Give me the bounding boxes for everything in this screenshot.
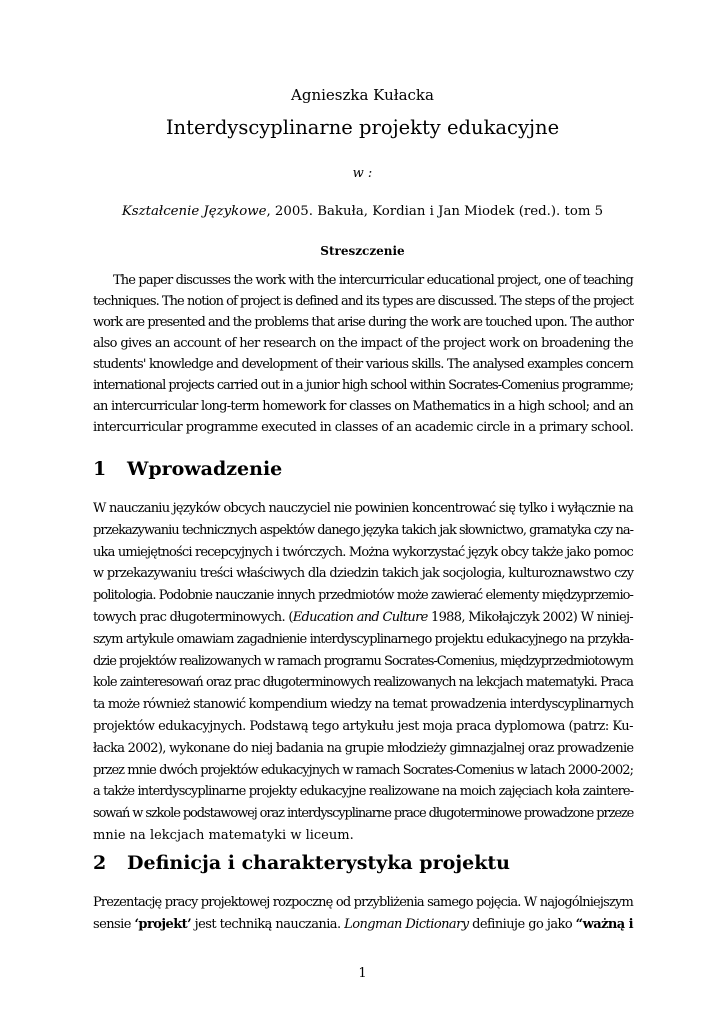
page-number: 1 — [358, 966, 367, 981]
body-line: szym artykule omawiam zagadnienie interdyscyplinarnego projektu edukacyjnego na przykła- — [93, 631, 633, 647]
body-text-fragment: jest techniką nauczania. — [191, 916, 345, 932]
body-line: a także interdyscyplinarne projekty edukacyjne realizowane na moich zajęciach koła zaintere- — [93, 784, 634, 800]
citation-title: Longman Dictionary — [344, 916, 469, 932]
source-journal: Kształcenie Językowe — [121, 204, 267, 219]
abstract-line: also gives an account of her research on the impact of the project work on broadening the — [93, 336, 633, 351]
body-line: mnie na lekcjach matematyki w liceum. — [93, 827, 354, 843]
body-line: ta może również stanowić kompendium wiedzy na temat prowadzenia interdyscyplinarnych — [93, 697, 634, 713]
quoted-definition-start: “ważną i — [575, 916, 633, 932]
body-text-fragment: definiuje go jako — [468, 916, 576, 932]
body-line: przekazywaniu technicznych aspektów danego języka takich jak słownictwo, gramatyka czy na- — [93, 522, 633, 538]
body-line: kole zainteresowań oraz prac długoterminowych realizowanych na lekcjach matematyki. Praca — [93, 675, 633, 691]
paper-title: Interdyscyplinarne projekty edukacyjne — [165, 116, 560, 139]
body-line: projektów edukacyjnych. Podstawą tego artykułu jest moja praca dyplomowa (patrz: Ku- — [93, 718, 633, 734]
body-line: Prezentację pracy projektowej rozpocznę od przybliżenia samego pojęcia. W najogólniejszym — [93, 895, 633, 910]
section-heading-1 — [93, 458, 282, 480]
source-details: , 2005. Bakuła, Kordian i Jan Miodek (red.). tom 5 — [266, 204, 604, 219]
abstract-line: students' knowledge and development of their various skills. The analysed examples concern — [93, 357, 633, 372]
term-projekt: ‘projekt’ — [134, 916, 192, 932]
body-line-with-citation — [93, 607, 633, 629]
body-line: uka umiejętności recepcyjnych i twórczych. Można wykorzystać język obcy także jako pomoc — [93, 544, 633, 560]
abstract-line: an intercurricular long-term homework for classes on Mathematics in a high school; and an — [93, 399, 633, 414]
body-line: politologia. Podobnie nauczanie innych przedmiotów może zawierać elementy międzyprzemio- — [93, 588, 633, 604]
body-text-fragment: towych prac długoterminowych. ( — [93, 609, 293, 625]
section-title: Definicja i charakterystyka projektu — [127, 852, 510, 874]
body-text-fragment: 1988, Mikołajczyk 2002) W niniej- — [427, 609, 633, 625]
section-number: 1 — [93, 458, 107, 480]
abstract-line: intercurricular programme executed in classes of an academic circle in a primary school. — [93, 420, 634, 435]
in-label: w : — [352, 166, 373, 181]
author-name: Agnieszka Kułacka — [291, 86, 434, 104]
body-line: przez mnie dwóch projektów edukacyjnych w ramach Socrates-Comenius w latach 2000-2002; — [93, 762, 633, 778]
body-line: w przekazywaniu treści właściwych dla dziedzin takich jak socjologia, kulturoznawstwo czy — [93, 566, 634, 582]
section-number: 2 — [93, 852, 107, 874]
section-title: Wprowadzenie — [127, 458, 283, 480]
abstract-line: techniques. The notion of project is defined and its types are discussed. The steps of the project — [93, 294, 633, 309]
section-heading-2 — [93, 852, 510, 874]
body-line: łacka 2002), wykonane do niej badania na grupie młodzieży gimnazjalnej oraz prowadzenie — [93, 740, 634, 756]
section-1-text — [93, 498, 633, 847]
body-line: dzie projektów realizowanych w ramach programu Socrates-Comenius, międzyprzedmiotowym — [93, 653, 633, 669]
abstract-line: work are presented and the problems that arise during the work are touched upon. The author — [93, 315, 633, 330]
abstract-heading: Streszczenie — [320, 244, 405, 258]
abstract-line: The paper discusses the work with the intercurricular educational project, one of teaching — [113, 273, 633, 288]
section-2-text — [93, 892, 633, 936]
body-line-with-terms — [93, 914, 633, 936]
abstract-line: international projects carried out in a junior high school within Socrates-Comenius programme; — [93, 378, 633, 393]
source-citation — [0, 204, 725, 219]
body-line: W nauczaniu języków obcych nauczyciel nie powinien koncentrować się tylko i wyłącznie na — [93, 501, 633, 516]
abstract-text — [93, 270, 633, 438]
body-text-fragment: sensie — [93, 916, 135, 932]
body-line: sowań w szkole podstawowej oraz interdyscyplinarne prace długoterminowe prowadzone przeze — [93, 806, 634, 822]
citation-title: Education and Culture — [292, 609, 428, 625]
